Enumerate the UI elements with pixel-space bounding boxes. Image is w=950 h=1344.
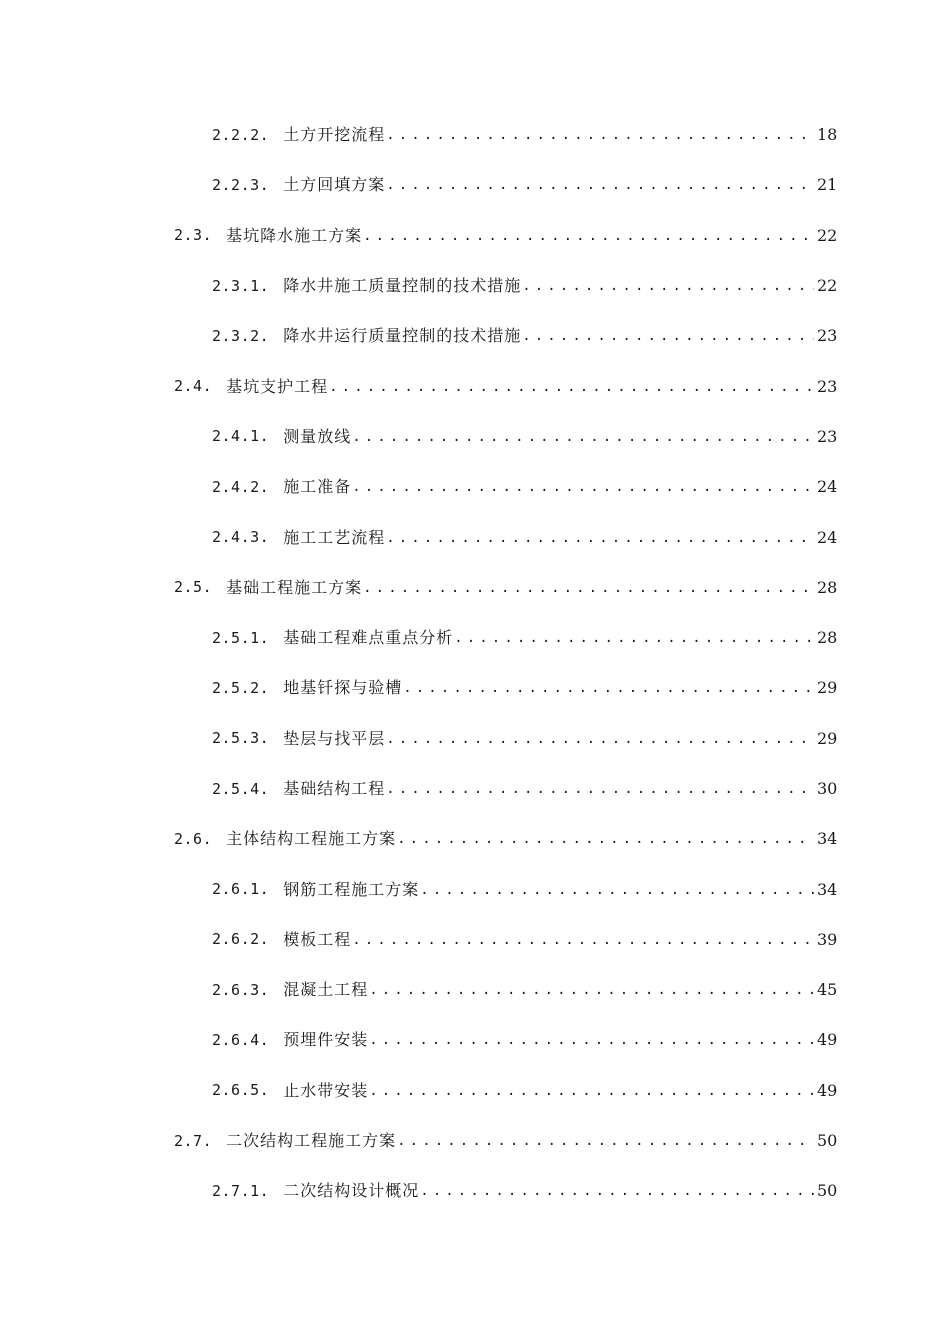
toc-number: 2.6.2.: [212, 930, 270, 949]
toc-title: 测量放线: [283, 426, 352, 446]
toc-entry[interactable]: [0, 1066, 950, 1116]
toc-page-number: 23: [817, 376, 838, 396]
toc-leader-dots: [397, 832, 814, 846]
toc-page-number: 22: [817, 225, 838, 245]
toc-number: 2.5.3.: [212, 729, 270, 748]
toc-title: 钢筋工程施工方案: [283, 879, 420, 899]
toc-leader-dots: [386, 732, 814, 746]
toc-leader-dots: [369, 983, 814, 997]
toc-title: 预埋件安装: [283, 1030, 369, 1050]
toc-entry[interactable]: [0, 563, 950, 613]
toc-page-number: 50: [817, 1131, 838, 1151]
toc-page-number: 50: [817, 1181, 838, 1201]
toc-entry[interactable]: [0, 412, 950, 462]
toc-page-number: 49: [817, 1030, 838, 1050]
toc-number: 2.6.3.: [212, 980, 270, 999]
toc-entry[interactable]: [0, 663, 950, 713]
toc-entry[interactable]: [0, 462, 950, 512]
toc-page-number: 45: [817, 980, 838, 1000]
toc-leader-dots: [420, 883, 814, 897]
toc-page-number: 29: [817, 728, 838, 748]
toc-leader-dots: [363, 581, 814, 595]
toc-number: 2.3.: [174, 226, 213, 245]
toc-title: 基础结构工程: [283, 779, 386, 798]
toc-leader-dots: [369, 1033, 814, 1047]
toc-title: 降水井施工质量控制的技术措施: [283, 276, 522, 296]
toc-entry[interactable]: [0, 864, 950, 914]
toc-title: 基础工程施工方案: [226, 577, 363, 597]
toc-page-number: 28: [817, 628, 838, 648]
toc-entry[interactable]: [0, 110, 950, 160]
toc-page-number: 21: [817, 175, 838, 195]
toc-leader-dots: [363, 229, 814, 243]
toc-leader-dots: [369, 1084, 814, 1098]
toc-page-number: 49: [817, 1080, 838, 1100]
toc-entry[interactable]: [0, 1116, 950, 1166]
toc-entry[interactable]: [0, 361, 950, 411]
toc-page-number: 39: [817, 929, 838, 949]
toc-leader-dots: [386, 178, 814, 192]
toc-leader-dots: [403, 681, 814, 695]
toc-page-number: 24: [817, 477, 838, 497]
toc-page-number: 22: [817, 276, 838, 296]
toc-title: 施工工艺流程: [283, 527, 386, 547]
toc-entry[interactable]: [0, 211, 950, 261]
toc-page-number: 23: [817, 326, 838, 346]
toc-number: 2.2.3.: [212, 175, 270, 194]
toc-entry[interactable]: [0, 814, 950, 864]
toc-number: 2.2.2.: [212, 125, 270, 144]
toc-entry[interactable]: [0, 764, 950, 814]
toc-leader-dots: [352, 430, 814, 444]
toc-title: 土方回填方案: [283, 175, 386, 195]
toc-title: 模板工程: [283, 929, 352, 949]
toc-title: 混凝土工程: [283, 980, 369, 1000]
toc-page-number: 30: [817, 779, 838, 798]
toc-number: 2.6.5.: [212, 1081, 270, 1100]
toc-title: 基坑降水施工方案: [226, 225, 363, 245]
toc-title: 基础工程难点重点分析: [283, 628, 454, 648]
toc-number: 2.4.1.: [212, 427, 270, 446]
toc-entry[interactable]: [0, 714, 950, 764]
toc-title: 止水带安装: [283, 1080, 369, 1100]
toc-title: 二次结构设计概况: [283, 1181, 420, 1201]
toc-leader-dots: [386, 128, 814, 142]
toc-leader-dots: [386, 782, 814, 796]
toc-number: 2.5.: [174, 578, 213, 597]
toc-page-number: 34: [817, 829, 838, 849]
toc-number: 2.7.: [174, 1131, 213, 1150]
toc-title: 施工准备: [283, 477, 352, 497]
toc-entry[interactable]: [0, 160, 950, 210]
toc-title: 降水井运行质量控制的技术措施: [283, 326, 522, 346]
toc-leader-dots: [386, 531, 814, 545]
toc-number: 2.5.2.: [212, 678, 270, 697]
toc-leader-dots: [397, 1134, 814, 1148]
toc-number: 2.5.4.: [212, 779, 270, 798]
toc-title: 二次结构工程施工方案: [226, 1131, 397, 1151]
toc-leader-dots: [329, 380, 814, 394]
toc-page-number: 24: [817, 527, 838, 547]
toc-number: 2.4.3.: [212, 528, 270, 547]
toc-title: 基坑支护工程: [226, 376, 329, 396]
toc-leader-dots: [352, 480, 814, 494]
toc-number: 2.7.1.: [212, 1181, 270, 1200]
toc-page-number: 29: [817, 678, 838, 698]
toc-number: 2.6.: [174, 829, 213, 848]
toc-number: 2.4.2.: [212, 477, 270, 496]
toc-entry[interactable]: [0, 1166, 950, 1216]
toc-title: 土方开挖流程: [283, 125, 386, 145]
toc-number: 2.6.1.: [212, 880, 270, 899]
toc-entry[interactable]: [0, 915, 950, 965]
toc-entry[interactable]: [0, 965, 950, 1015]
toc-entry[interactable]: [0, 311, 950, 361]
toc-number: 2.4.: [174, 377, 213, 396]
toc-page-number: 28: [817, 577, 838, 597]
toc-number: 2.3.1.: [212, 276, 270, 295]
toc-page-number: 23: [817, 426, 838, 446]
toc-leader-dots: [420, 1184, 814, 1198]
toc-number: 2.6.4.: [212, 1030, 270, 1049]
toc-page-number: 34: [817, 879, 838, 899]
toc-number: 2.5.1.: [212, 628, 270, 647]
toc-title: 地基钎探与验槽: [283, 678, 403, 698]
toc-leader-dots: [522, 279, 814, 293]
toc-entry[interactable]: [0, 1015, 950, 1065]
toc-page-number: 18: [817, 125, 838, 145]
toc-leader-dots: [352, 933, 814, 947]
toc-entry[interactable]: [0, 261, 950, 311]
toc-title: 主体结构工程施工方案: [226, 829, 397, 849]
toc-entry[interactable]: [0, 613, 950, 663]
toc-number: 2.3.2.: [212, 326, 270, 345]
toc-leader-dots: [522, 329, 814, 343]
toc-leader-dots: [454, 631, 814, 645]
table-of-contents: [0, 110, 950, 1217]
toc-title: 垫层与找平层: [283, 728, 386, 748]
toc-entry[interactable]: [0, 512, 950, 562]
